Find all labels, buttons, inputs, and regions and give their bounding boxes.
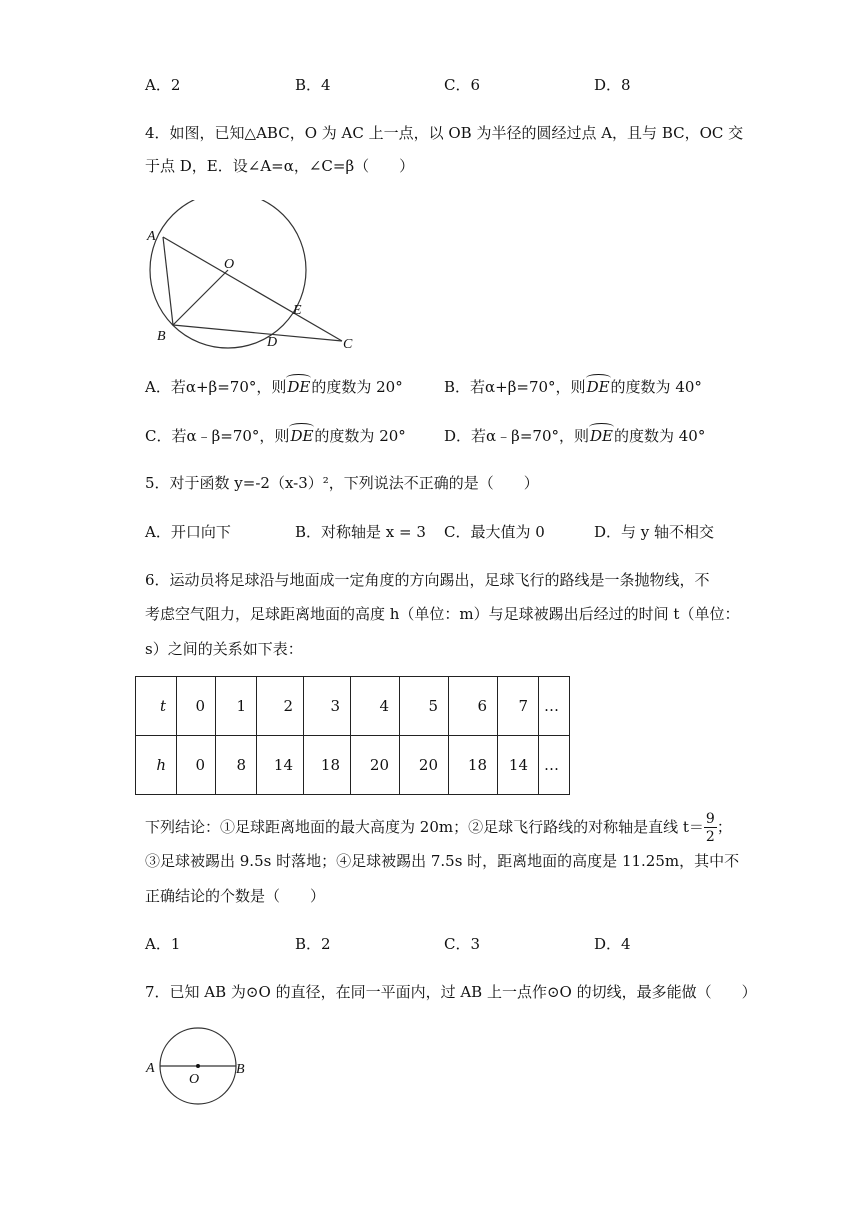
q7-label-a: A (146, 1061, 155, 1076)
q7-stem: 7．已知 AB 为⊙O 的直径，在同一平面内，过 AB 上一点作⊙O 的切线，最多能做（ ） (145, 983, 757, 1001)
q7-label-o: O (189, 1072, 200, 1087)
q7-label-b: B (236, 1062, 245, 1077)
arc-de: DE (589, 427, 613, 445)
q3-option-b: B．4 (295, 76, 331, 94)
q4-stem-line2: 于点 D，E．设∠A=α，∠C=β（ ） (145, 157, 415, 175)
q5-option-d: D．与 y 轴不相交 (594, 523, 715, 541)
q4-label-b: B (157, 329, 166, 344)
q4-option-c: C．若α﹣β=70°，则DE的度数为 20° (145, 427, 406, 445)
table-row: h 0 8 14 18 20 20 18 14 … (136, 736, 570, 795)
q6-conclusion-line3: 正确结论的个数是（ ） (145, 887, 326, 905)
q6-stem-line3: s）之间的关系如下表： (145, 640, 303, 658)
q5-option-b: B．对称轴是 x = 3 (295, 523, 426, 541)
q4-label-e: E (293, 303, 302, 318)
q3-option-a: A．2 (145, 76, 181, 94)
q6-conclusion-line1: 下列结论：①足球距离地面的最大高度为 20m；②足球飞行路线的对称轴是直线 t＝ $\frac{9}{2}$ ； (145, 811, 732, 845)
q6-option-b: B．2 (295, 935, 331, 953)
q6-stem-line1: 6．运动员将足球沿与地面成一定角度的方向踢出，足球飞行的路线是一条抛物线，不 (145, 571, 710, 589)
q4-label-c: C (343, 337, 353, 352)
q4-option-d: D．若α﹣β=70°，则DE的度数为 40° (444, 427, 706, 445)
q5-stem: 5．对于函数 y=-2（x-3）²，下列说法不正确的是（ ） (145, 474, 539, 492)
q6-option-a: A．1 (145, 935, 181, 953)
table-row: t 0 1 2 3 4 5 6 7 … (136, 677, 570, 736)
q3-option-d: D．8 (594, 76, 631, 94)
q4-stem-line1: 4．如图，已知△ABC，O 为 AC 上一点，以 OB 为半径的圆经过点 A，且与 BC，OC 交 (145, 124, 744, 142)
q6-option-d: D．4 (594, 935, 631, 953)
arc-de: DE (290, 427, 314, 445)
q3-option-c: C．6 (444, 76, 481, 94)
fraction-nine-halves: $\frac{9}{2}$ (705, 811, 715, 845)
q7-circle-figure (140, 1020, 260, 1115)
q6-conclusion-line2: ③足球被踢出 9.5s 时落地；④足球被踢出 7.5s 时，距离地面的高度是 11.25m，其中不 (145, 852, 740, 870)
q6-option-c: C．3 (444, 935, 481, 953)
q4-option-b: B．若α+β=70°，则DE的度数为 40° (444, 378, 702, 396)
q4-circle-figure (140, 200, 370, 360)
q6-table (135, 676, 570, 795)
arc-de: DE (586, 378, 610, 396)
q4-option-a: A．若α+β=70°，则DE的度数为 20° (145, 378, 403, 396)
q5-option-a: A．开口向下 (145, 523, 231, 541)
q4-label-a: A (147, 229, 156, 244)
q4-label-o: O (224, 257, 235, 272)
q4-label-d: D (267, 335, 278, 350)
arc-de: DE (287, 378, 311, 396)
q6-stem-line2: 考虑空气阻力，足球距离地面的高度 h（单位：m）与足球被踢出后经过的时间 t（单位： (145, 605, 740, 623)
q5-option-c: C．最大值为 0 (444, 523, 545, 541)
